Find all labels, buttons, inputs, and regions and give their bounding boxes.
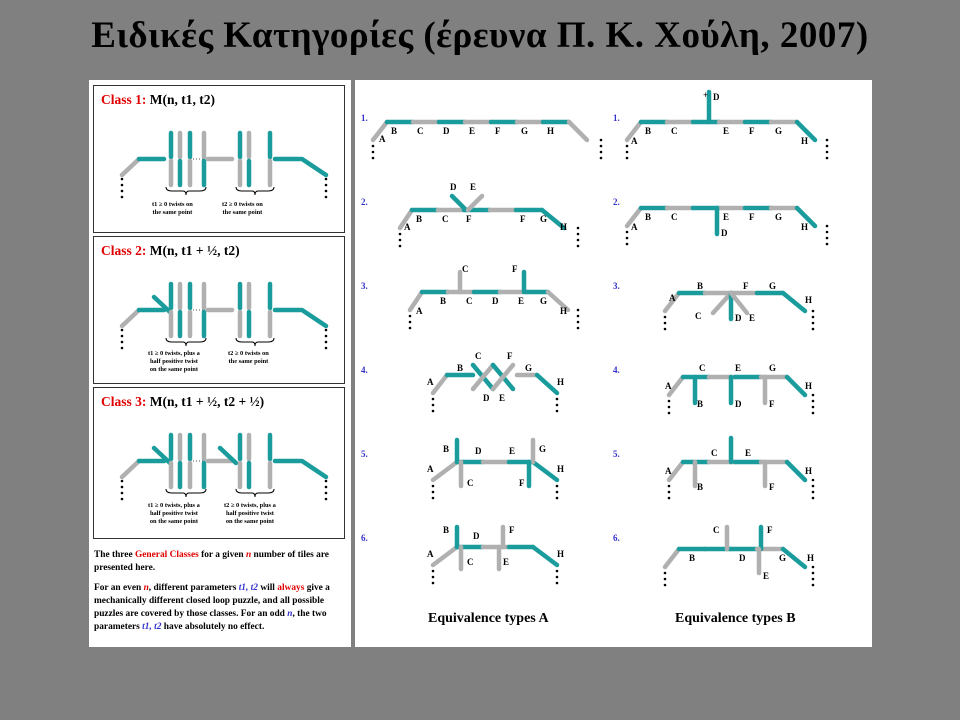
- class-2-note-right-line: t2 ≥ 0 twists on: [228, 350, 269, 357]
- class-1-diagram: [94, 86, 346, 234]
- gray-segment: [569, 122, 587, 140]
- tile-label-f: F: [743, 281, 749, 291]
- class-3-formula: M(n, t1 + ½, t2 + ½): [149, 394, 265, 409]
- variable-n: n: [287, 609, 293, 619]
- class-2-label: Class 2:: [101, 243, 147, 258]
- continuation-dot: [399, 245, 402, 248]
- continuation-dot: [432, 491, 435, 494]
- class-2-note-left-line: on the same point: [149, 366, 198, 373]
- teal-segment: [787, 377, 805, 395]
- teal-segment: [783, 293, 805, 311]
- tile-label-g: G: [540, 296, 548, 306]
- description-paragraph-2: [94, 582, 346, 634]
- continuation-dot: [664, 584, 667, 587]
- continuation-dot: [121, 347, 124, 350]
- row-number-b-5: 5.: [613, 449, 620, 459]
- continuation-dot: [409, 315, 412, 318]
- tile-label-b: B: [440, 296, 447, 306]
- continuation-dot: [325, 486, 328, 489]
- continuation-dot: [399, 233, 402, 236]
- tile-label-e: E: [499, 393, 506, 403]
- continuation-dot: [325, 196, 328, 199]
- tile-label-d: D: [713, 92, 720, 102]
- class-3-note-left-line: t1 ≥ 0 twists, plus a: [148, 502, 200, 509]
- tile-label-c: C: [671, 212, 678, 222]
- continuation-dot: [121, 178, 124, 181]
- continuation-dot: [664, 578, 667, 581]
- gray-segment: [433, 547, 457, 565]
- class-1-box: [93, 85, 345, 233]
- continuation-dot: [577, 239, 580, 242]
- tile-label-d: D: [735, 399, 742, 409]
- tile-label-e: E: [749, 313, 756, 323]
- tile-label-c: C: [442, 214, 449, 224]
- tile-label-a: A: [631, 222, 638, 232]
- tile-label-a: A: [427, 377, 434, 387]
- tile-label-f: F: [769, 482, 775, 492]
- text-run: , the two parameters: [94, 609, 327, 632]
- teal-segment: [533, 462, 557, 480]
- continuation-dot: [826, 139, 829, 142]
- class-3-note-right-line: t2 ≥ 0 twists, plus a: [224, 502, 276, 509]
- text-run: will: [257, 583, 278, 593]
- continuation-dot: [399, 239, 402, 242]
- tile-label-b: B: [689, 553, 696, 563]
- tile-label-a: A: [665, 466, 672, 476]
- variable-n: n: [143, 583, 149, 593]
- continuation-dot: [826, 225, 829, 228]
- tile-label-f: F: [495, 126, 501, 136]
- continuation-dot: [577, 315, 580, 318]
- tile-label-h: H: [805, 381, 813, 391]
- tile-label-c: C: [699, 363, 706, 373]
- continuation-dot: [626, 243, 629, 246]
- tile-label-h: H: [557, 549, 565, 559]
- continuation-dot: [812, 566, 815, 569]
- tile-label-b: B: [697, 482, 704, 492]
- class-1-formula: M(n, t1, t2): [149, 92, 215, 107]
- class-3-label: Class 3:: [101, 394, 147, 409]
- teal-segment: [302, 461, 326, 477]
- tile-label-c: C: [467, 478, 474, 488]
- tile-label-c: C: [462, 264, 469, 274]
- class-1-note-right-line: t2 ≥ 0 twists on: [222, 201, 263, 208]
- class-1-note-left-line: t1 ≥ 0 twists on: [152, 201, 193, 208]
- gray-segment: [433, 462, 457, 480]
- brace: [236, 489, 274, 497]
- tile-label-g: G: [521, 126, 529, 136]
- always-highlight: always: [277, 583, 305, 593]
- tile-label-d: D: [739, 553, 746, 563]
- tile-label-f: F: [507, 351, 513, 361]
- text-run: give a mechanically different closed loop puzzle, and all possible puzzles are covered by those classes. For an odd: [94, 583, 330, 619]
- row-number-b-2: 2.: [613, 197, 620, 207]
- class-3-note-right: [224, 502, 276, 526]
- tile-label-g: G: [779, 553, 787, 563]
- row-number-a-4: 4.: [361, 365, 368, 375]
- continuation-dot: [626, 151, 629, 154]
- general-classes-highlight: General Classes: [134, 550, 199, 560]
- continuation-dot: [577, 245, 580, 248]
- teal-segment: [537, 375, 557, 393]
- continuation-dot: [325, 190, 328, 193]
- continuation-dot: [812, 491, 815, 494]
- tile-label-b: B: [391, 126, 398, 136]
- tile-label-c: C: [467, 557, 474, 567]
- text-run: , different parameters: [148, 583, 239, 593]
- continuation-dot: [556, 497, 559, 500]
- continuation-dot: [812, 322, 815, 325]
- continuation-dot: [121, 341, 124, 344]
- row-number-b-6: 6.: [613, 533, 620, 543]
- continuation-dot: [556, 576, 559, 579]
- class-2-formula: M(n, t1 + ½, t2): [149, 243, 240, 258]
- tile-label-c: C: [466, 296, 473, 306]
- gray-segment: [122, 310, 139, 326]
- tile-label-a: A: [404, 222, 411, 232]
- class-2-note-right-line: the same point: [228, 358, 269, 365]
- tile-label-g: G: [775, 212, 783, 222]
- row-number-b-3: 3.: [613, 281, 620, 291]
- continuation-dot: [812, 400, 815, 403]
- continuation-dot: [812, 328, 815, 331]
- tile-label-d: D: [721, 228, 728, 238]
- class-1-note-right: [222, 201, 263, 217]
- tile-label-a: A: [631, 136, 638, 146]
- continuation-dot: [826, 145, 829, 148]
- text-run: The three: [94, 550, 135, 560]
- tile-label-f: F: [512, 264, 518, 274]
- tile-label-f: F: [519, 478, 525, 488]
- classes-panel: [89, 80, 351, 647]
- continuation-dot: [826, 231, 829, 234]
- slide-title: Ειδικές Κατηγορίες (έρευνα Π. Κ. Χούλη, 2007): [91, 15, 869, 56]
- continuation-dot: [600, 157, 603, 160]
- continuation-dot: [668, 485, 671, 488]
- variable-t: t1, t2: [238, 583, 258, 593]
- tile-label-e: E: [469, 126, 476, 136]
- row-number-a-5: 5.: [361, 449, 368, 459]
- tile-label-g: G: [540, 214, 548, 224]
- tile-label-g: G: [775, 126, 783, 136]
- gray-segment: [122, 461, 139, 477]
- gray-segment: [731, 293, 747, 313]
- tile-label-h: H: [557, 377, 565, 387]
- gray-segment: [122, 159, 139, 175]
- continuation-dot: [600, 139, 603, 142]
- continuation-dot: [664, 572, 667, 575]
- continuation-dot: [432, 582, 435, 585]
- continuation-dot: [668, 491, 671, 494]
- continuation-dot: [409, 327, 412, 330]
- tile-label-e: E: [763, 571, 770, 581]
- continuation-dot: [812, 316, 815, 319]
- tile-label-f: F: [767, 525, 773, 535]
- tile-label-e: E: [518, 296, 525, 306]
- tile-label-e: E: [470, 182, 477, 192]
- equivalence-a-caption: Equivalence types A: [428, 611, 549, 626]
- teal-segment: [533, 547, 557, 565]
- tile-label-a: A: [427, 464, 434, 474]
- plus-sign: +: [703, 90, 709, 100]
- tile-label-e: E: [723, 212, 730, 222]
- continuation-dot: [409, 321, 412, 324]
- tile-label-b: B: [416, 214, 423, 224]
- equivalence-diagrams: [355, 80, 872, 647]
- tile-label-d: D: [483, 393, 490, 403]
- continuation-dot: [372, 157, 375, 160]
- tile-label-e: E: [735, 363, 742, 373]
- tile-label-b: B: [457, 363, 464, 373]
- tile-label-c: C: [711, 448, 718, 458]
- row-number-a-6: 6.: [361, 533, 368, 543]
- tile-label-e: E: [509, 446, 516, 456]
- continuation-dot: [121, 486, 124, 489]
- class-2-diagram: [94, 237, 346, 385]
- tile-label-f: F: [749, 212, 755, 222]
- class-3-box: [93, 387, 345, 539]
- tile-label-b: B: [443, 525, 450, 535]
- continuation-dot: [812, 479, 815, 482]
- continuation-dot: [668, 497, 671, 500]
- tile-label-h: H: [801, 136, 809, 146]
- class-3-diagram: [94, 388, 346, 540]
- continuation-dot: [577, 227, 580, 230]
- tile-label-g: G: [525, 363, 533, 373]
- class-3-note-left: [148, 502, 200, 526]
- continuation-dot: [600, 151, 603, 154]
- tile-label-a: A: [669, 293, 676, 303]
- tile-label-h: H: [560, 222, 568, 232]
- tile-label-b: B: [645, 212, 652, 222]
- class-1-note-left-line: the same point: [152, 209, 193, 216]
- class-1-label: Class 1:: [101, 92, 147, 107]
- class-3-note-right-line: half positive twist: [225, 510, 274, 517]
- continuation-dot: [556, 570, 559, 573]
- brace: [236, 187, 274, 195]
- continuation-dot: [325, 335, 328, 338]
- text-run: number of tiles are presented here.: [94, 550, 329, 573]
- continuation-dot: [626, 145, 629, 148]
- tile-label-h: H: [547, 126, 555, 136]
- continuation-dot: [432, 404, 435, 407]
- tile-label-d: D: [475, 446, 482, 456]
- continuation-dot: [812, 497, 815, 500]
- tile-label-b: B: [645, 126, 652, 136]
- continuation-dot: [325, 480, 328, 483]
- continuation-dot: [577, 233, 580, 236]
- continuation-dot: [432, 410, 435, 413]
- equivalence-panel: [355, 80, 872, 647]
- tile-label-a: A: [379, 134, 386, 144]
- tile-label-h: H: [805, 295, 813, 305]
- continuation-dot: [556, 582, 559, 585]
- continuation-dot: [556, 491, 559, 494]
- tile-label-f: F: [520, 214, 526, 224]
- tile-label-c: C: [475, 351, 482, 361]
- continuation-dot: [121, 498, 124, 501]
- class-2-note-left: [148, 350, 200, 374]
- continuation-dot: [626, 157, 629, 160]
- tile-label-h: H: [805, 466, 813, 476]
- tile-label-b: B: [443, 444, 450, 454]
- continuation-dot: [812, 572, 815, 575]
- class-2-note-left-line: half positive twist: [149, 358, 198, 365]
- continuation-dot: [812, 412, 815, 415]
- continuation-dot: [325, 329, 328, 332]
- continuation-dot: [577, 327, 580, 330]
- tile-label-c: C: [671, 126, 678, 136]
- continuation-dot: [556, 485, 559, 488]
- row-number-a-1: 1.: [361, 113, 368, 123]
- tile-label-d: D: [473, 531, 480, 541]
- continuation-dot: [826, 151, 829, 154]
- tile-label-g: G: [539, 444, 547, 454]
- continuation-dot: [325, 347, 328, 350]
- row-number-b-4: 4.: [613, 365, 620, 375]
- continuation-dot: [325, 498, 328, 501]
- tile-label-b: B: [697, 281, 704, 291]
- continuation-dot: [812, 485, 815, 488]
- continuation-dot: [121, 335, 124, 338]
- continuation-dot: [432, 485, 435, 488]
- class-3-note-right-line: on the same point: [225, 518, 274, 525]
- row-number-b-1: 1.: [613, 113, 620, 123]
- tile-label-d: D: [443, 126, 450, 136]
- continuation-dot: [812, 584, 815, 587]
- tile-label-g: G: [769, 281, 777, 291]
- continuation-dot: [325, 178, 328, 181]
- continuation-dot: [812, 406, 815, 409]
- continuation-dot: [372, 145, 375, 148]
- row-number-a-2: 2.: [361, 197, 368, 207]
- continuation-dot: [556, 410, 559, 413]
- continuation-dot: [121, 196, 124, 199]
- text-run: For an even: [94, 583, 144, 593]
- continuation-dot: [812, 394, 815, 397]
- tile-label-b: B: [697, 399, 704, 409]
- continuation-dot: [626, 237, 629, 240]
- tile-label-h: H: [807, 553, 815, 563]
- continuation-dot: [556, 398, 559, 401]
- classes-description: [94, 549, 346, 641]
- tile-label-e: E: [503, 557, 510, 567]
- tile-label-d: D: [450, 182, 457, 192]
- tile-label-f: F: [509, 525, 515, 535]
- tile-label-f: F: [466, 214, 472, 224]
- continuation-dot: [664, 328, 667, 331]
- teal-segment: [787, 462, 805, 480]
- gray-segment: [433, 375, 447, 393]
- brace: [166, 187, 206, 195]
- continuation-dot: [668, 406, 671, 409]
- row-number-a-3: 3.: [361, 281, 368, 291]
- brace: [166, 489, 206, 497]
- continuation-dot: [121, 480, 124, 483]
- class-2-note-left-line: t1 ≥ 0 twists, plus a: [148, 350, 200, 357]
- brace: [236, 338, 274, 346]
- variable-t: t1, t2: [142, 622, 162, 632]
- teal-segment: [302, 159, 326, 175]
- tile-label-a: A: [427, 549, 434, 559]
- tile-label-d: D: [735, 313, 742, 323]
- continuation-dot: [812, 578, 815, 581]
- tile-label-a: A: [416, 306, 423, 316]
- tile-label-c: C: [695, 311, 702, 321]
- class-2-box: [93, 236, 345, 384]
- variable-n: n: [245, 550, 252, 560]
- continuation-dot: [668, 400, 671, 403]
- text-run: for a given: [198, 550, 246, 560]
- class-1-note-left: [152, 201, 193, 217]
- description-paragraph-1: [94, 549, 346, 575]
- continuation-dot: [121, 184, 124, 187]
- continuation-dot: [325, 341, 328, 344]
- continuation-dot: [664, 322, 667, 325]
- continuation-dot: [664, 316, 667, 319]
- continuation-dot: [668, 412, 671, 415]
- tile-label-c: C: [713, 525, 720, 535]
- tile-label-a: A: [665, 381, 672, 391]
- teal-segment: [302, 310, 326, 326]
- gray-segment: [665, 549, 679, 567]
- text-run: have absolutely no effect.: [161, 622, 265, 632]
- class-3-note-left-line: half positive twist: [149, 510, 198, 517]
- continuation-dot: [626, 231, 629, 234]
- continuation-dot: [600, 145, 603, 148]
- tile-label-e: E: [723, 126, 730, 136]
- class-2-note-right: [228, 350, 269, 366]
- continuation-dot: [812, 310, 815, 313]
- continuation-dot: [826, 157, 829, 160]
- tile-label-f: F: [749, 126, 755, 136]
- continuation-dot: [826, 237, 829, 240]
- tile-label-d: D: [492, 296, 499, 306]
- class-1-note-right-line: the same point: [222, 209, 263, 216]
- continuation-dot: [432, 576, 435, 579]
- continuation-dot: [121, 190, 124, 193]
- brace: [166, 338, 206, 346]
- gray-segment: [713, 293, 731, 313]
- tile-label-h: H: [560, 306, 568, 316]
- equivalence-b-caption: Equivalence types B: [675, 611, 796, 626]
- continuation-dot: [121, 329, 124, 332]
- continuation-dot: [121, 492, 124, 495]
- tile-label-g: G: [769, 363, 777, 373]
- class-3-note-left-line: on the same point: [149, 518, 198, 525]
- continuation-dot: [432, 570, 435, 573]
- continuation-dot: [556, 404, 559, 407]
- continuation-dot: [325, 492, 328, 495]
- continuation-dot: [325, 184, 328, 187]
- continuation-dot: [372, 151, 375, 154]
- tile-label-h: H: [801, 222, 809, 232]
- continuation-dot: [432, 398, 435, 401]
- continuation-dot: [432, 497, 435, 500]
- teal-segment: [783, 549, 805, 567]
- tile-label-e: E: [745, 448, 752, 458]
- tile-label-c: C: [417, 126, 424, 136]
- continuation-dot: [577, 309, 580, 312]
- continuation-dot: [826, 243, 829, 246]
- continuation-dot: [577, 321, 580, 324]
- tile-label-f: F: [769, 399, 775, 409]
- tile-label-h: H: [557, 464, 565, 474]
